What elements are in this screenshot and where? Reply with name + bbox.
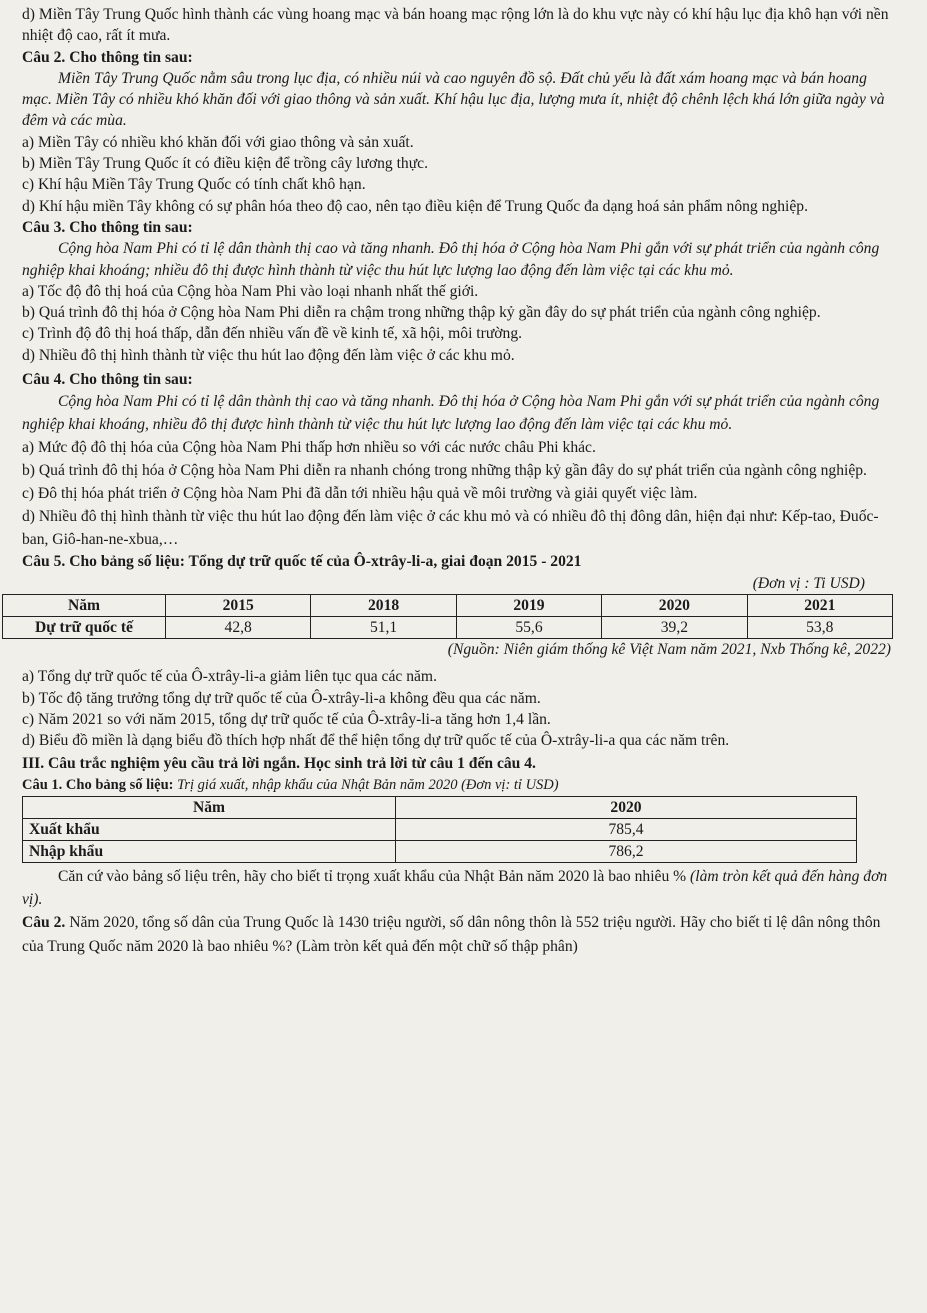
q4-option-b: b) Quá trình đô thị hóa ở Cộng hòa Nam Phi diễn ra nhanh chóng trong những thập kỷ gần đây do sự phát triển của ngành công nghiệp. <box>22 462 867 480</box>
year-cell: 2021 <box>747 594 892 616</box>
q4-option-d: d) Nhiều đô thị hình thành từ việc thu hút lao động đến làm việc ở các khu mỏ và có nhiều đô thị đông dân, hiện đại như: Kếp-tao, Đuốc-ban, Giô-han-ne-xbua,… <box>22 508 879 549</box>
s1-title <box>22 775 893 796</box>
table-row-label: Xuất khẩu <box>23 819 396 841</box>
q2-info: Miền Tây Trung Quốc nằm sâu trong lục địa, có nhiều núi và cao nguyên đồ sộ. Đất chủ yếu là đất xám hoang mạc và bán hoang mạc. Miền Tây có nhiều khó khăn đối với giao thông và sản xuất. Khí hậu lục địa, lượng mưa ít, nhiệt độ chênh lệch khá lớn giữa ngày và đêm và các mùa. <box>22 69 885 130</box>
s1-title-text: Trị giá xuất, nhập khẩu của Nhật Bản năm 2020 (Đơn vị: tỉ USD) <box>173 776 559 793</box>
q5-unit: (Đơn vị : Ti USD) <box>752 574 865 592</box>
table-row <box>3 594 893 616</box>
q3-title: Câu 3. Cho thông tin sau: <box>22 218 193 236</box>
value-cell: 42,8 <box>166 616 311 638</box>
value-cell: 55,6 <box>456 616 601 638</box>
q3-option-b: b) Quá trình đô thị hóa ở Cộng hòa Nam Phi diễn ra chậm trong những thập kỷ gần đây do sự phát triển của ngành công nghiệp. <box>22 304 821 322</box>
q5-option-d: d) Biểu đồ miền là dạng biểu đồ thích hợp nhất để thể hiện tổng dự trữ quốc tế của Ô-xtrây-li-a qua các năm trên. <box>22 732 730 750</box>
q2-option-b: b) Miền Tây Trung Quốc ít có điều kiện để trồng cây lương thực. <box>22 155 428 173</box>
s2-text: Năm 2020, tổng số dân của Trung Quốc là 1430 triệu người, số dân nông thôn là 552 triệu người. Hãy cho biết tỉ lệ dân nông thôn của Trung Quốc năm 2020 là bao nhiêu %? (Làm tròn kết quả đến một chữ số thập phân) <box>22 914 881 956</box>
year-cell: 2018 <box>311 594 456 616</box>
trade-table <box>22 796 857 863</box>
q5-source: (Nguồn: Niên giám thống kê Việt Nam năm 2021, Nxb Thống kê, 2022) <box>447 640 891 658</box>
value-cell: 39,2 <box>602 616 747 638</box>
year-cell: 2020 <box>396 797 857 819</box>
s1-question-text: Căn cứ vào bảng số liệu trên, hãy cho biết tỉ trọng xuất khẩu của Nhật Bản năm 2020 là bao nhiêu % <box>58 868 687 886</box>
table-row <box>23 797 857 819</box>
s1-title-label: Câu 1. Cho bảng số liệu: <box>22 776 174 793</box>
q5-option-b: b) Tốc độ tăng trưởng tổng dự trữ quốc tế của Ô-xtrây-li-a không đều qua các năm. <box>22 689 541 707</box>
q2-option-a: a) Miền Tây có nhiều khó khăn đối với giao thông và sản xuất. <box>22 133 414 151</box>
q2-option-c: c) Khí hậu Miền Tây Trung Quốc có tính chất khô hạn. <box>22 176 366 194</box>
year-cell: 2020 <box>602 594 747 616</box>
s1-question-note: (làm tròn kết quả đến hàng đơn vị). <box>22 868 888 909</box>
q3-option-a: a) Tốc độ đô thị hoá của Cộng hòa Nam Phi vào loại nhanh nhất thế giới. <box>22 282 479 300</box>
table-header-cell: Năm <box>23 797 396 819</box>
q2-title: Câu 2. Cho thông tin sau: <box>22 48 193 66</box>
value-cell: 786,2 <box>396 841 857 863</box>
q5-option-c: c) Năm 2021 so với năm 2015, tổng dự trữ quốc tế của Ô-xtrây-li-a tăng hơn 1,4 lần. <box>22 710 551 728</box>
s2-label: Câu 2. <box>22 914 66 932</box>
s2-question <box>22 911 893 959</box>
q4-option-c: c) Đô thị hóa phát triển ở Cộng hòa Nam Phi đã dẫn tới nhiều hậu quả về môi trường và giải quyết việc làm. <box>22 485 698 503</box>
q3-option-d: d) Nhiều đô thị hình thành từ việc thu hút lao động đến làm việc ở các khu mỏ. <box>22 346 515 364</box>
q5-title: Câu 5. Cho bảng số liệu: Tổng dự trữ quốc tế của Ô-xtrây-li-a, giai đoạn 2015 - 2021 <box>22 553 582 571</box>
table-row <box>23 841 857 863</box>
value-cell: 785,4 <box>396 819 857 841</box>
table-row <box>23 819 857 841</box>
table-row <box>3 616 893 638</box>
q4-title: Câu 4. Cho thông tin sau: <box>22 371 193 389</box>
table-row-label: Dự trữ quốc tế <box>3 616 166 638</box>
table-row-label: Nhập khẩu <box>23 841 396 863</box>
q3-info: Cộng hòa Nam Phi có tỉ lệ dân thành thị cao và tăng nhanh. Đô thị hóa ở Cộng hòa Nam Phi gắn với sự phát triển của ngành công nghiệp khai khoáng; nhiều đô thị được hình thành từ việc thu hút lực lượng lao động đến làm việc tại các khu mỏ. <box>22 240 880 279</box>
q4-info: Cộng hòa Nam Phi có tỉ lệ dân thành thị cao và tăng nhanh. Đô thị hóa ở Cộng hòa Nam Phi gắn với sự phát triển của ngành công nghiệp khai khoáng, nhiều đô thị được hình thành từ việc thu hút lực lượng lao động đến làm việc tại các khu mỏ. <box>22 393 880 434</box>
q3-option-c: c) Trình độ đô thị hoá thấp, dẫn đến nhiều vấn đề về kinh tế, xã hội, môi trường. <box>22 325 523 343</box>
year-cell: 2015 <box>166 594 311 616</box>
part3-title: III. Câu trắc nghiệm yêu cầu trả lời ngắn. Học sinh trả lời từ câu 1 đến câu 4. <box>22 755 536 773</box>
reserve-table <box>2 594 893 639</box>
q1-option-d: d) Miền Tây Trung Quốc hình thành các vùng hoang mạc và bán hoang mạc rộng lớn là do khu vực này có khí hậu lục địa khô hạn với nền nhiệt độ cao, rất ít mưa. <box>22 6 889 45</box>
value-cell: 51,1 <box>311 616 456 638</box>
year-cell: 2019 <box>456 594 601 616</box>
q4-option-a: a) Mức độ đô thị hóa của Cộng hòa Nam Phi thấp hơn nhiều so với các nước châu Phi khác. <box>22 439 596 457</box>
s1-question <box>22 865 893 911</box>
table-header-cell: Năm <box>3 594 166 616</box>
q5-option-a: a) Tổng dự trữ quốc tế của Ô-xtrây-li-a giảm liên tục qua các năm. <box>22 668 437 686</box>
q2-option-d: d) Khí hậu miền Tây không có sự phân hóa theo độ cao, nên tạo điều kiện để Trung Quốc đa dạng hoá sản phẩm nông nghiệp. <box>22 197 808 215</box>
value-cell: 53,8 <box>747 616 892 638</box>
